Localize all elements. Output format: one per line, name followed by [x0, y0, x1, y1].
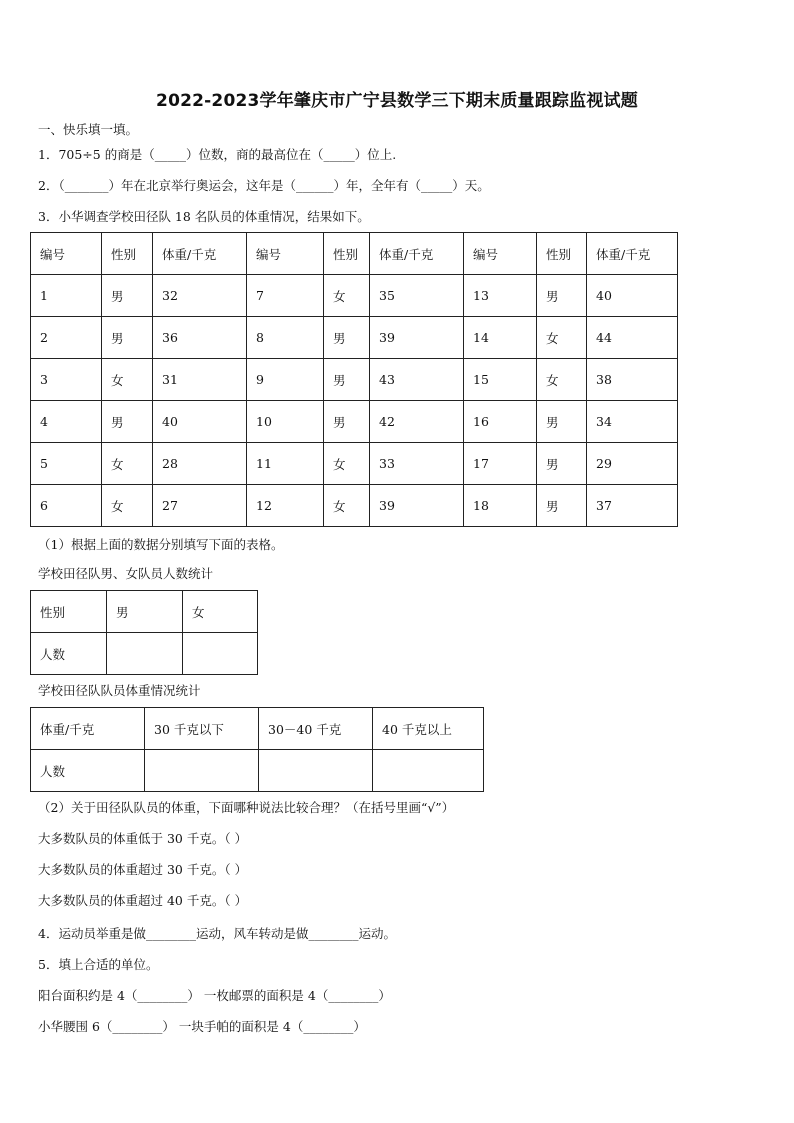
answer-cell-male[interactable] — [107, 633, 183, 675]
table-cell: 女 — [537, 317, 587, 359]
table-cell: 27 — [153, 485, 247, 527]
table-cell: 12 — [247, 485, 324, 527]
table-cell: 40 — [153, 401, 247, 443]
table-cell: 39 — [370, 317, 464, 359]
table-cell: 18 — [464, 485, 537, 527]
table-cell: 女 — [102, 443, 153, 485]
header-cell: 编号 — [247, 233, 324, 275]
table-cell: 6 — [31, 485, 102, 527]
header-cell: 40 千克以上 — [373, 708, 484, 750]
table-cell: 男 — [537, 443, 587, 485]
header-cell: 体重/千克 — [31, 708, 145, 750]
table-cell: 40 — [587, 275, 678, 317]
table-cell: 42 — [370, 401, 464, 443]
table-cell: 38 — [587, 359, 678, 401]
table-cell: 29 — [587, 443, 678, 485]
header-cell: 体重/千克 — [587, 233, 678, 275]
table-cell: 男 — [537, 275, 587, 317]
table-cell: 男 — [102, 401, 153, 443]
gender-table-caption: 学校田径队男、女队员人数统计 — [38, 566, 214, 581]
table-cell: 28 — [153, 443, 247, 485]
table-row — [31, 401, 678, 443]
table-cell: 4 — [31, 401, 102, 443]
question-4: 4．运动员举重是做________运动，风车转动是做________运动。 — [38, 926, 396, 941]
table-row — [31, 443, 678, 485]
table-cell: 17 — [464, 443, 537, 485]
question-5-line-2: 小华腰围 6（________） 一块手帕的面积是 4（________） — [38, 1019, 366, 1034]
question-3: 3．小华调查学校田径队 18 名队员的体重情况，结果如下。 — [38, 209, 370, 224]
table-cell: 女 — [102, 485, 153, 527]
table-cell: 女 — [324, 443, 370, 485]
table-cell: 32 — [153, 275, 247, 317]
table-cell: 男 — [537, 485, 587, 527]
question-2: 2．（_______）年在北京举行奥运会，这年是（______）年，全年有（_____）天。 — [38, 178, 490, 193]
header-cell: 30 千克以下 — [145, 708, 259, 750]
table-cell: 女 — [324, 485, 370, 527]
table-row — [31, 485, 678, 527]
answer-cell-under-30[interactable] — [145, 750, 259, 792]
table-header-row — [31, 591, 258, 633]
table-header-row — [31, 708, 484, 750]
weight-data-table — [30, 232, 678, 527]
table-cell: 11 — [247, 443, 324, 485]
table-cell: 7 — [247, 275, 324, 317]
table-cell: 3 — [31, 359, 102, 401]
table-cell: 女 — [102, 359, 153, 401]
table-row — [31, 750, 484, 792]
table-cell: 5 — [31, 443, 102, 485]
header-cell: 女 — [183, 591, 258, 633]
table-cell: 37 — [587, 485, 678, 527]
table-cell: 33 — [370, 443, 464, 485]
table-cell: 8 — [247, 317, 324, 359]
table-header-row — [31, 233, 678, 275]
header-cell: 性别 — [324, 233, 370, 275]
table-cell: 16 — [464, 401, 537, 443]
table-cell: 14 — [464, 317, 537, 359]
section-heading: 一、快乐填一填。 — [38, 122, 139, 137]
table-cell: 女 — [324, 275, 370, 317]
table-row — [31, 359, 678, 401]
header-cell: 性别 — [537, 233, 587, 275]
table-cell: 15 — [464, 359, 537, 401]
question-5: 5．填上合适的单位。 — [38, 957, 159, 972]
question-1: 1．705÷5 的商是（_____）位数，商的最高位在（_____）位上. — [38, 147, 397, 162]
table-row — [31, 633, 258, 675]
table-cell: 男 — [324, 401, 370, 443]
header-cell: 体重/千克 — [370, 233, 464, 275]
table-cell: 36 — [153, 317, 247, 359]
table-cell: 女 — [537, 359, 587, 401]
table-cell: 9 — [247, 359, 324, 401]
table-cell: 男 — [102, 275, 153, 317]
table-cell: 男 — [324, 317, 370, 359]
weight-table-caption: 学校田径队队员体重情况统计 — [38, 683, 201, 698]
answer-cell-30-40[interactable] — [259, 750, 373, 792]
table-cell: 人数 — [31, 750, 145, 792]
option-2: 大多数队员的体重超过 30 千克。（ ） — [38, 862, 248, 877]
answer-cell-over-40[interactable] — [373, 750, 484, 792]
table-cell: 39 — [370, 485, 464, 527]
sub-question-1: （1）根据上面的数据分别填写下面的表格。 — [38, 537, 284, 552]
table-cell: 44 — [587, 317, 678, 359]
table-cell: 43 — [370, 359, 464, 401]
question-5-line-1: 阳台面积约是 4（________） 一枚邮票的面积是 4（________） — [38, 988, 391, 1003]
header-cell: 30－40 千克 — [259, 708, 373, 750]
table-cell: 1 — [31, 275, 102, 317]
weight-range-table — [30, 707, 484, 792]
table-cell: 10 — [247, 401, 324, 443]
header-cell: 性别 — [102, 233, 153, 275]
header-cell: 体重/千克 — [153, 233, 247, 275]
table-cell: 34 — [587, 401, 678, 443]
table-cell: 男 — [324, 359, 370, 401]
table-cell: 2 — [31, 317, 102, 359]
header-cell: 编号 — [464, 233, 537, 275]
page-title: 2022-2023学年肇庆市广宁县数学三下期末质量跟踪监视试题 — [156, 91, 638, 111]
header-cell: 男 — [107, 591, 183, 633]
table-cell: 35 — [370, 275, 464, 317]
gender-count-table — [30, 590, 258, 675]
header-cell: 性别 — [31, 591, 107, 633]
sub-question-2: （2）关于田径队队员的体重，下面哪种说法比较合理？（在括号里画“√”） — [38, 800, 455, 815]
table-cell: 人数 — [31, 633, 107, 675]
table-row — [31, 275, 678, 317]
table-cell: 男 — [102, 317, 153, 359]
table-cell: 31 — [153, 359, 247, 401]
header-cell: 编号 — [31, 233, 102, 275]
table-cell: 13 — [464, 275, 537, 317]
answer-cell-female[interactable] — [183, 633, 258, 675]
option-3: 大多数队员的体重超过 40 千克。（ ） — [38, 893, 248, 908]
option-1: 大多数队员的体重低于 30 千克。（ ） — [38, 831, 248, 846]
table-row — [31, 317, 678, 359]
table-cell: 男 — [537, 401, 587, 443]
